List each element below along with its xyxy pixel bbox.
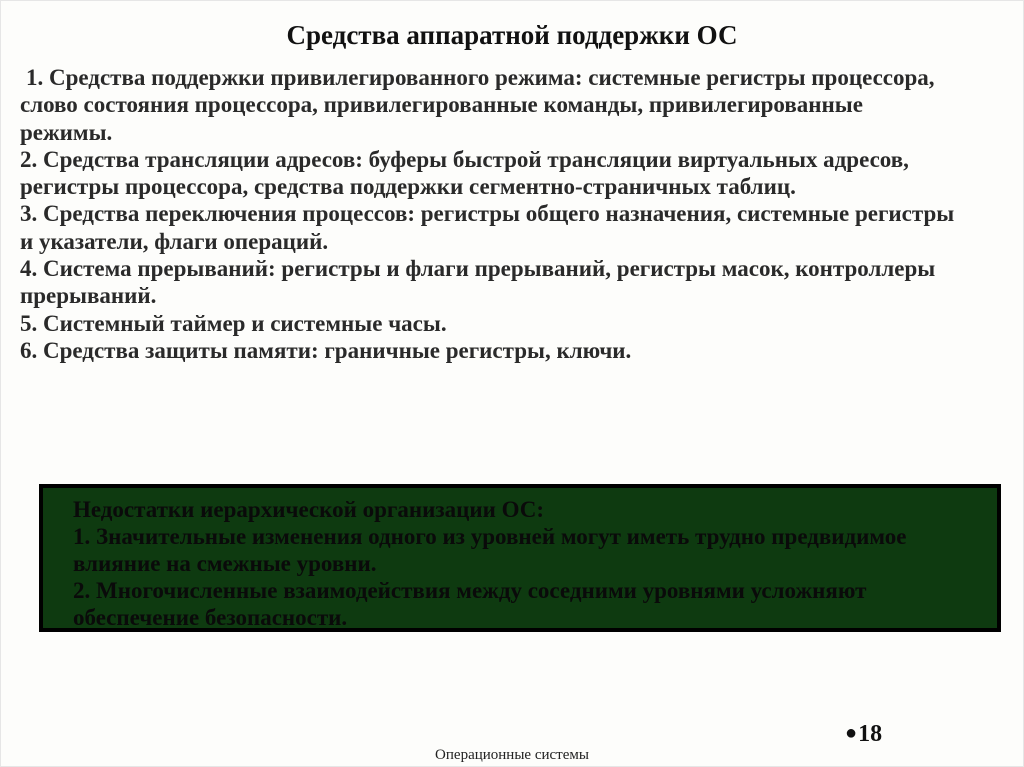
box-line: 2. Многочисленные взаимодействия между соседними уровнями усложняют обеспечение безопасности. [73, 578, 867, 630]
hierarchy-drawbacks-box [39, 484, 1001, 632]
list-item: 1. Средства поддержки привилегированного режима: системные регистры процессора, слово состояния процессора, привилегированные команды, привилегированные режимы. [20, 65, 935, 145]
list-item: 4. Система прерываний: регистры и флаги прерываний, регистры масок, контроллеры прерываний. [20, 256, 936, 309]
list-item: 2. Средства трансляции адресов: буферы быстрой трансляции виртуальных адресов, регистры процессора, средства поддержки сегментно-страничных таблиц. [20, 146, 909, 200]
footer-text: Операционные системы [435, 747, 589, 763]
list-item: 3. Средства переключения процессов: регистры общего назначения, системные регистры и указатели, флаги операций. [20, 201, 955, 254]
content-list [20, 64, 960, 364]
page-number-value: 18 [858, 721, 883, 747]
list-item: 5. Системный таймер и системные часы. [20, 310, 447, 336]
list-item: 6. Средства защиты памяти: граничные регистры, ключи. [20, 337, 632, 363]
box-heading: Недостатки иерархической организации ОС: [73, 497, 545, 522]
box-text [73, 496, 983, 631]
box-line: 1. Значительные изменения одного из уровней могут иметь трудно предвидимое влияние на смежные уровни. [73, 524, 907, 576]
slide-title: Средства аппаратной поддержки ОС [286, 20, 738, 50]
bullet-icon: ● [845, 722, 858, 744]
